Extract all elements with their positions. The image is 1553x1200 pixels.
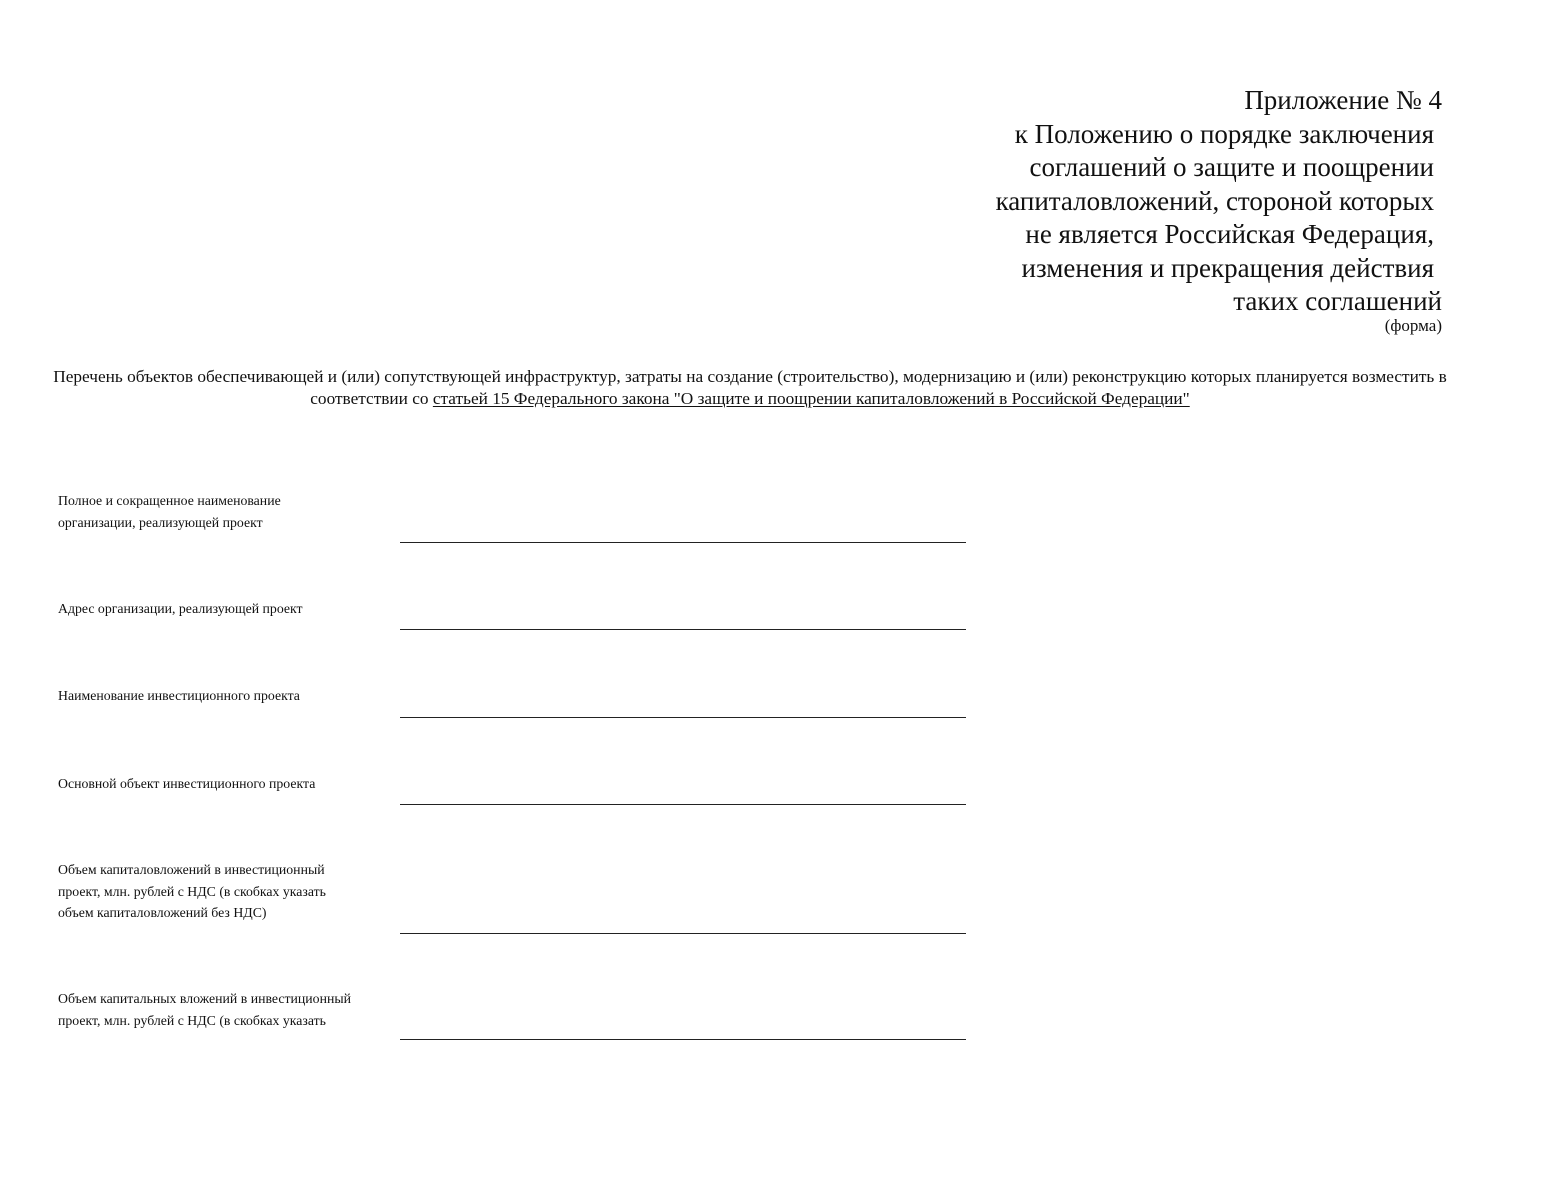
appendix-title: Приложение № 4 [1244, 85, 1442, 115]
field-label: Полное и сокращенное наименование организации, реализующей проект [58, 493, 281, 530]
appendix-block [882, 84, 1442, 336]
fill-in-line[interactable] [400, 542, 966, 543]
field-label: Адрес организации, реализующей проект [58, 601, 303, 616]
appendix-line-5: не является Российская Федерация, [1025, 219, 1434, 249]
field-label: Основной объект инвестиционного проекта [58, 776, 316, 791]
law-article-link[interactable]: статьей 15 Федерального закона "О защите и поощрении капиталовложений в Российской Федерации" [432, 389, 1190, 408]
fill-in-line[interactable] [400, 629, 966, 630]
form-note: (форма) [1384, 315, 1442, 335]
document-heading [40, 366, 1460, 410]
fill-in-line[interactable] [400, 804, 966, 805]
appendix-line-3: соглашений о защите и поощрении [1029, 152, 1434, 182]
field-label: Наименование инвестиционного проекта [58, 688, 300, 703]
appendix-line-4: капиталовложений, стороной которых [995, 185, 1434, 216]
fill-in-line[interactable] [400, 1039, 966, 1040]
field-label: Объем капиталовложений в инвестиционный проект, млн. рублей с НДС (в скобках указать объем капиталовложений без НДС) [58, 862, 326, 920]
fill-in-line[interactable] [400, 933, 966, 934]
heading-text: Перечень объектов обеспечивающей и (или) сопутствующей инфраструктур, затраты на создание (строительство), модернизацию и (или) реконструкцию которых планируется возместить в соответствии со [53, 367, 1447, 408]
fill-in-line[interactable] [400, 717, 966, 718]
appendix-line-6: изменения и прекращения действия [1021, 252, 1434, 283]
appendix-line-7: таких соглашений [1233, 286, 1442, 316]
appendix-line-2: к Положению о порядке заключения [1014, 118, 1434, 149]
field-label: Объем капитальных вложений в инвестиционный проект, млн. рублей с НДС (в скобках указать [58, 991, 352, 1028]
